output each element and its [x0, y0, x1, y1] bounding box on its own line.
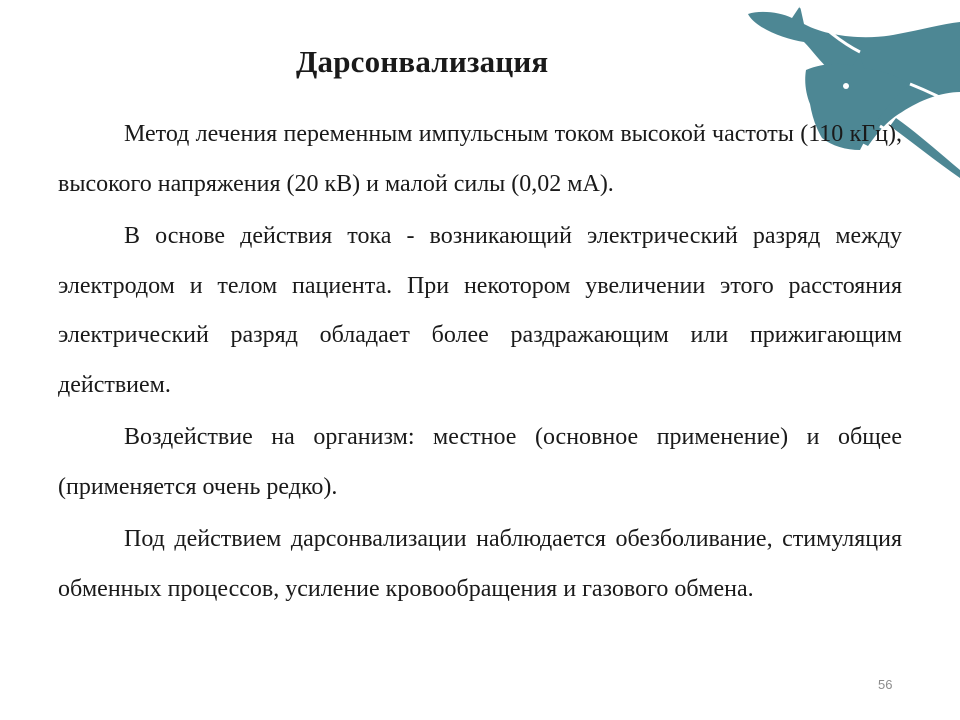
slide-title: Дарсонвализация [296, 44, 549, 79]
paragraph: В основе действия тока - возникающий электрический разряд между электродом и телом пациента. При некотором увеличении этого расстояния электрический разряд обладает более раздражающим или прижигающим действием. [58, 223, 902, 398]
paragraph: Метод лечения переменным импульсным током высокой частоты (110 кГц), высокого напряжения (20 кВ) и малой силы (0,02 мА). [58, 121, 902, 197]
paragraph: Под действием дарсонвализации наблюдается обезболивание, стимуляция обменных процессов, усиление кровообращения и газового обмена. [58, 526, 902, 602]
paragraph: Воздействие на организм: местное (основное применение) и общее (применяется очень редко). [58, 424, 902, 500]
page-number: 56 [878, 677, 893, 692]
slide-body [58, 110, 902, 617]
